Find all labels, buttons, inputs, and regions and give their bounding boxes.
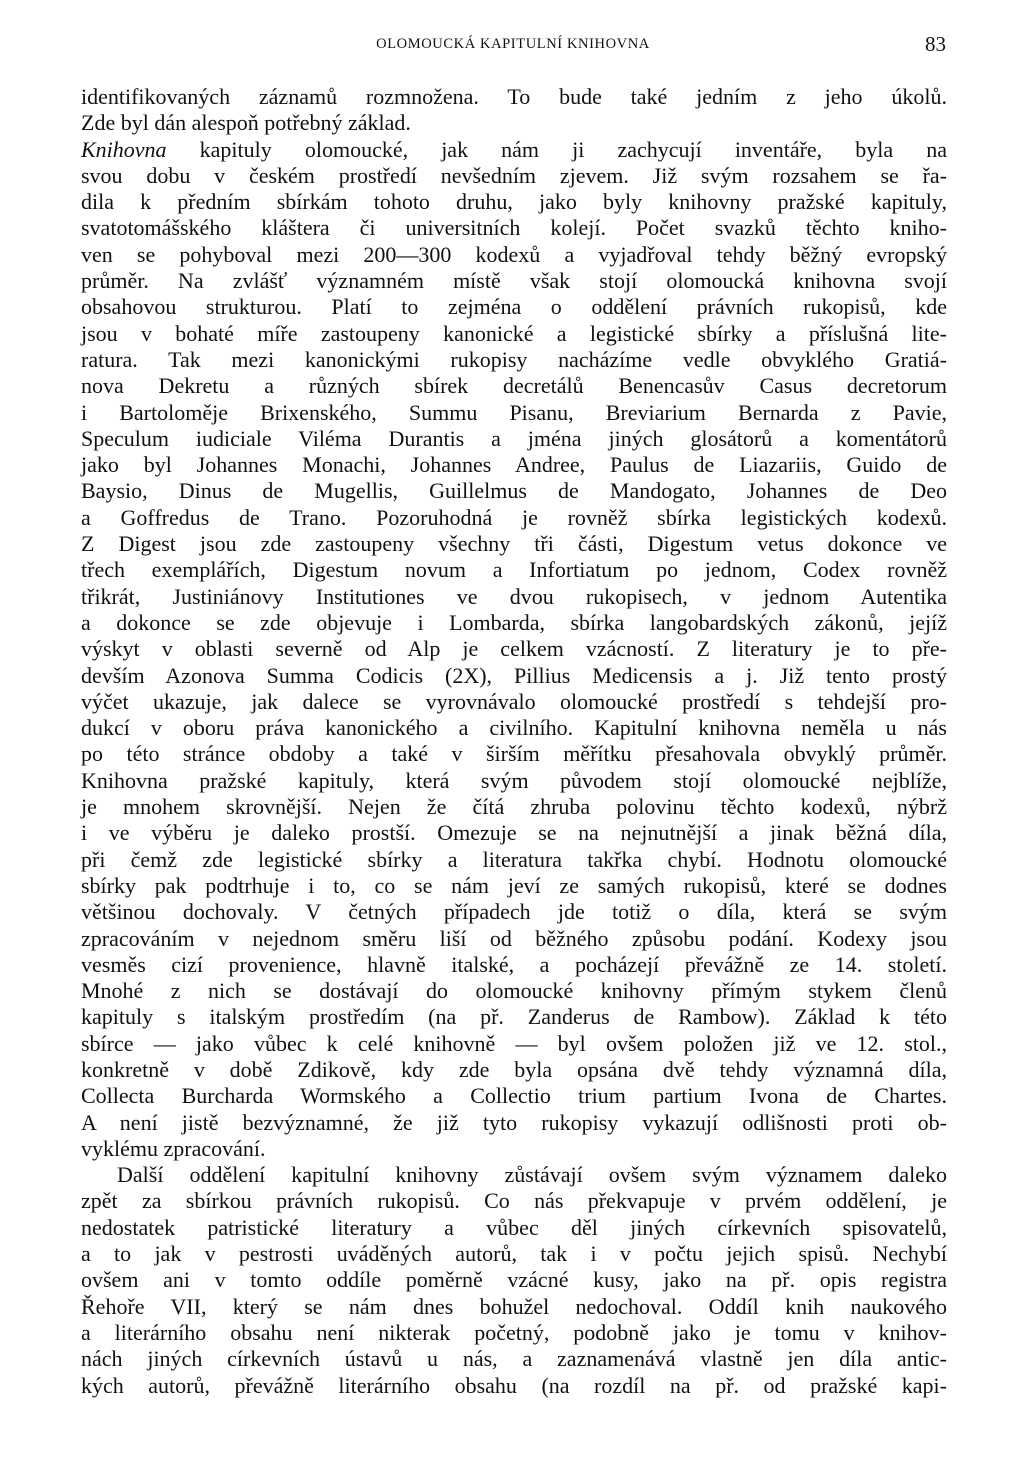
text-line: třikrát, Justiniánovy Institutiones ve dvou rukopisech, v jednom Autentika xyxy=(81,583,947,609)
page-number: 83 xyxy=(925,32,946,56)
body-text xyxy=(81,84,947,1399)
text-line: svatotomášského kláštera či universitních kolejí. Počet svazků těchto kniho- xyxy=(81,215,947,241)
text-line: i Bartoloměje Brixenského, Summu Pisanu, Breviarium Bernarda z Pavie, xyxy=(81,399,947,425)
text-line: nách jiných církevních ústavů u nás, a zaznamenává vlastně jen díla antic- xyxy=(81,1346,947,1372)
text-line: zpracováním v nejednom směru liší od běžného způsobu podání. Kodexy jsou xyxy=(81,925,947,951)
italic-word: Knihovna xyxy=(81,136,167,162)
text-line: ven se pohyboval mezi 200—300 kodexů a vyjadřoval tehdy běžný evropský xyxy=(81,241,947,267)
text-line: Z Digest jsou zde zastoupeny všechny tři části, Digestum vetus dokonce ve xyxy=(81,531,947,557)
text-line: je mnohem skrovnější. Nejen že čítá zhruba polovinu těchto kodexů, nýbrž xyxy=(81,794,947,820)
text-line: Řehoře VII, který se nám dnes bohužel nedochoval. Oddíl knih naukového xyxy=(81,1293,947,1319)
text-line-italic-lead xyxy=(81,137,947,163)
text-line: Collecta Burcharda Wormského a Collectio trium partium Ivona de Chartes. xyxy=(81,1083,947,1109)
text-line: jako byl Johannes Monachi, Johannes Andree, Paulus de Liazariis, Guido de xyxy=(81,452,947,478)
text-line: kých autorů, převážně literárního obsahu (na rozdíl na př. od pražské kapi- xyxy=(81,1372,947,1398)
text-line: při čemž zde legistické sbírky a literatura takřka chybí. Hodnotu olomoucké xyxy=(81,846,947,872)
text-line: Mnohé z nich se dostávají do olomoucké knihovny přímým stykem členů xyxy=(81,978,947,1004)
text-line: zpět za sbírkou právních rukopisů. Co nás překvapuje v prvém oddělení, je xyxy=(81,1188,947,1214)
text-line: většinou dochovaly. V četných případech jde totiž o díla, která se svým xyxy=(81,899,947,925)
text-line: identifikovaných záznamů rozmnožena. To bude také jedním z jeho úkolů. xyxy=(81,84,947,109)
text-line: ovšem ani v tomto oddíle poměrně vzácné kusy, jako na př. opis registra xyxy=(81,1267,947,1293)
text-line: výčet ukazuje, jak dalece se vyrovnávalo olomoucké prostředí s tehdejší pro- xyxy=(81,688,947,714)
text-line: jsou v bohaté míře zastoupeny kanonické a legistické sbírky a příslušná lite- xyxy=(81,320,947,346)
text-line: vesměs cizí provenience, hlavně italské, a pocházejí převážně ze 14. století. xyxy=(81,951,947,977)
text-line: Speculum iudiciale Viléma Durantis a jména jiných glosátorů a komentátorů xyxy=(81,425,947,451)
text-line: a dokonce se zde objevuje i Lombarda, sbírka langobardských zákonů, jejíž xyxy=(81,609,947,635)
text-line: sbírky pak podtrhuje i to, co se nám jeví ze samých rukopisů, které se dodnes xyxy=(81,872,947,898)
text-line: dila k předním sbírkám tohoto druhu, jako byly knihovny pražské kapituly, xyxy=(81,189,947,215)
text-line: kapituly s italským prostředím (na př. Zanderus de Rambow). Základ k této xyxy=(81,1004,947,1030)
text-line: devším Azonova Summa Codicis (2X), Pillius Medicensis a j. Již tento prostý xyxy=(81,662,947,688)
text-line: nedostatek patristické literatury a vůbec děl jiných církevních spisovatelů, xyxy=(81,1214,947,1240)
text-line: a literárního obsahu není nikterak početný, podobně jako je tomu v knihov- xyxy=(81,1319,947,1345)
text-line: Knihovna pražské kapituly, která svým původem stojí olomoucké nejblíže, xyxy=(81,767,947,793)
text-line: nova Dekretu a různých sbírek decretálů Benencasův Casus decretorum xyxy=(81,373,947,399)
text-line: svou dobu v českém prostředí nevšedním zjevem. Již svým rozsahem se řa- xyxy=(81,162,947,188)
text-line: dukcí v oboru práva kanonického a civilního. Kapitulní knihovna neměla u nás xyxy=(81,715,947,741)
running-head xyxy=(80,32,946,60)
text-line: třech exemplářích, Digestum novum a Infortiatum po jednom, Codex rovněž xyxy=(81,557,947,583)
text-line: A není jistě bezvýznamné, že již tyto rukopisy vykazují odlišnosti proti ob- xyxy=(81,1109,947,1135)
text-line: obsahovou strukturou. Platí to zejména o oddělení právních rukopisů, kde xyxy=(81,294,947,320)
text-line: konkretně v době Zdikově, kdy zde byla opsána dvě tehdy významná díla, xyxy=(81,1056,947,1082)
text-line: a to jak v pestrosti uváděných autorů, tak i v počtu jejich spisů. Nechybí xyxy=(81,1241,947,1267)
text-line: vyklému zpracování. xyxy=(81,1135,266,1161)
text-line: Zde byl dán alespoň potřebný základ. xyxy=(81,110,411,136)
text-line: i ve výběru je daleko prostší. Omezuje se na nejnutnější a jinak běžná díla, xyxy=(81,820,947,846)
text-line: po této stránce obdoby a také v širším měřítku přesahovala obvyklý průměr. xyxy=(81,741,947,767)
text-line: sbírce — jako vůbec k celé knihovně — byl ovšem položen již ve 12. stol., xyxy=(81,1030,947,1056)
text-line: a Goffredus de Trano. Pozoruhodná je rovněž sbírka legistických kodexů. xyxy=(81,504,947,530)
running-title: OLOMOUCKÁ KAPITULNÍ KNIHOVNA xyxy=(376,36,650,52)
text-line: Další oddělení kapitulní knihovny zůstávají ovšem svým významem daleko xyxy=(117,1162,947,1188)
text-line: průměr. Na zvlášť významném místě však stojí olomoucká knihovna svojí xyxy=(81,268,947,294)
text-line-rest: kapituly olomoucké, jak nám ji zachycují inventáře, byla na xyxy=(166,136,947,162)
text-line: výskyt v oblasti severně od Alp je celkem vzácností. Z literatury je to pře- xyxy=(81,636,947,662)
text-line: ratura. Tak mezi kanonickými rukopisy nacházíme vedle obvyklého Gratiá- xyxy=(81,346,947,372)
text-line: Baysio, Dinus de Mugellis, Guillelmus de Mandogato, Johannes de Deo xyxy=(81,478,947,504)
